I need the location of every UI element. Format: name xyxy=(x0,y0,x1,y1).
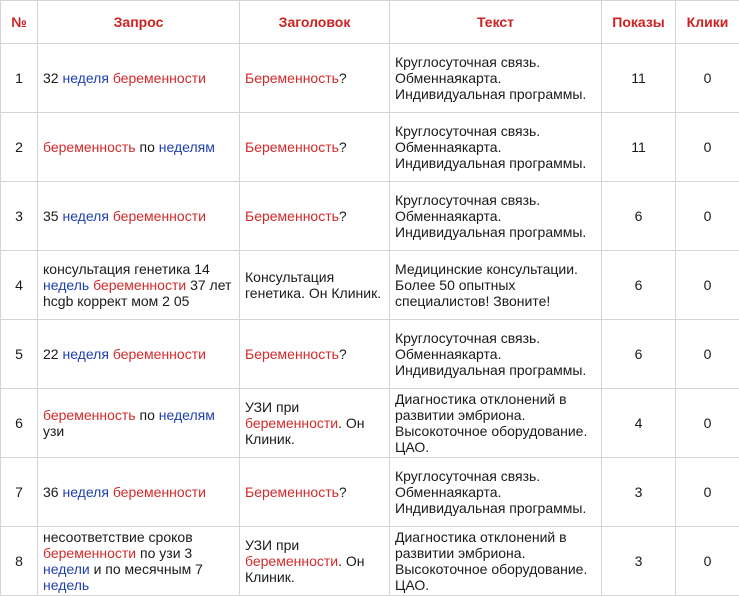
clicks-cell: 0 xyxy=(676,389,739,458)
title-cell-segment: беременности xyxy=(245,553,338,569)
query-cell-segment: беременности xyxy=(113,346,206,362)
text-cell: Диагностика отклонений в развитии эмбриона. Высокоточное оборудование. ЦАО. xyxy=(390,527,602,596)
row-number: 7 xyxy=(1,458,38,527)
shows-cell: 6 xyxy=(602,182,676,251)
title-cell-segment: УЗИ при xyxy=(245,537,299,553)
title-cell xyxy=(240,389,390,458)
title-cell-segment: Консультация генетика. Он Клиник. xyxy=(245,269,381,301)
title-cell-segment: ? xyxy=(339,484,347,500)
table-row xyxy=(1,44,739,113)
query-cell-segment: неделя xyxy=(62,70,108,86)
query-cell-segment: беременности xyxy=(43,545,136,561)
clicks-cell: 0 xyxy=(676,44,739,113)
query-cell-segment: по узи 3 xyxy=(136,545,192,561)
query-cell-segment: беременность xyxy=(43,139,136,155)
query-cell-segment: беременности xyxy=(113,484,206,500)
text-cell: Диагностика отклонений в развитии эмбриона. Высокоточное оборудование. ЦАО. xyxy=(390,389,602,458)
title-cell xyxy=(240,527,390,596)
query-cell-segment: недель xyxy=(43,277,89,293)
query-cell xyxy=(38,389,240,458)
text-cell: Круглосуточная связь. Обменнаякарта. Индивидуальная программы. xyxy=(390,320,602,389)
row-number: 4 xyxy=(1,251,38,320)
header-query: Запрос xyxy=(38,1,240,44)
query-cell xyxy=(38,44,240,113)
shows-cell: 3 xyxy=(602,527,676,596)
row-number: 3 xyxy=(1,182,38,251)
query-cell-segment: консультация генетика 14 xyxy=(43,261,210,277)
query-cell-segment: по xyxy=(136,407,159,423)
table-row xyxy=(1,251,739,320)
table-row xyxy=(1,182,739,251)
query-cell xyxy=(38,527,240,596)
query-cell xyxy=(38,113,240,182)
title-cell-segment: Беременность xyxy=(245,139,339,155)
query-cell-segment: 35 xyxy=(43,208,62,224)
row-number: 5 xyxy=(1,320,38,389)
title-cell xyxy=(240,320,390,389)
shows-cell: 11 xyxy=(602,113,676,182)
clicks-cell: 0 xyxy=(676,527,739,596)
table-row xyxy=(1,389,739,458)
title-cell-segment: беременности xyxy=(245,415,338,431)
query-cell-segment: беременность xyxy=(43,407,136,423)
query-cell-segment: неделя xyxy=(62,484,108,500)
title-cell xyxy=(240,182,390,251)
query-cell-segment: 36 xyxy=(43,484,62,500)
header-text: Текст xyxy=(390,1,602,44)
text-cell: Круглосуточная связь. Обменнаякарта. Индивидуальная программы. xyxy=(390,113,602,182)
title-cell xyxy=(240,458,390,527)
row-number: 6 xyxy=(1,389,38,458)
query-cell-segment: несоответствие сроков xyxy=(43,529,193,545)
shows-cell: 6 xyxy=(602,320,676,389)
header-clicks: Клики xyxy=(676,1,739,44)
query-cell-segment: 22 xyxy=(43,346,62,362)
query-cell-segment: неделя xyxy=(62,208,108,224)
shows-cell: 3 xyxy=(602,458,676,527)
query-cell-segment: недель xyxy=(43,577,89,593)
title-cell xyxy=(240,113,390,182)
header-title: Заголовок xyxy=(240,1,390,44)
title-cell-segment: ? xyxy=(339,208,347,224)
query-cell xyxy=(38,251,240,320)
clicks-cell: 0 xyxy=(676,113,739,182)
table-row xyxy=(1,458,739,527)
text-cell: Медицинские консультации. Более 50 опытных специалистов! Звоните! xyxy=(390,251,602,320)
clicks-cell: 0 xyxy=(676,251,739,320)
header-num: № xyxy=(1,1,38,44)
clicks-cell: 0 xyxy=(676,182,739,251)
text-cell: Круглосуточная связь. Обменнаякарта. Индивидуальная программы. xyxy=(390,44,602,113)
title-cell-segment: УЗИ при xyxy=(245,399,299,415)
title-cell-segment: . Он Клиник. xyxy=(245,415,365,447)
query-cell-segment: 37 лет hcgb коррект мом 2 05 xyxy=(43,277,231,309)
shows-cell: 4 xyxy=(602,389,676,458)
query-cell-segment: неделя xyxy=(62,346,108,362)
query-cell xyxy=(38,320,240,389)
title-cell-segment: Беременность xyxy=(245,70,339,86)
query-cell-segment: неделям xyxy=(159,407,215,423)
query-cell-segment: недели xyxy=(43,561,90,577)
query-cell-segment: беременности xyxy=(93,277,186,293)
title-cell xyxy=(240,44,390,113)
query-cell xyxy=(38,182,240,251)
clicks-cell: 0 xyxy=(676,458,739,527)
query-cell-segment: неделям xyxy=(159,139,215,155)
query-cell-segment: узи xyxy=(43,423,64,439)
query-cell-segment: и по месячным 7 xyxy=(90,561,203,577)
title-cell-segment: ? xyxy=(339,139,347,155)
shows-cell: 6 xyxy=(602,251,676,320)
title-cell-segment: . Он Клиник. xyxy=(245,553,365,585)
title-cell-segment: Беременность xyxy=(245,208,339,224)
clicks-cell: 0 xyxy=(676,320,739,389)
query-cell-segment: 32 xyxy=(43,70,62,86)
title-cell xyxy=(240,251,390,320)
text-cell: Круглосуточная связь. Обменнаякарта. Индивидуальная программы. xyxy=(390,182,602,251)
title-cell-segment: ? xyxy=(339,346,347,362)
row-number: 2 xyxy=(1,113,38,182)
table-row xyxy=(1,320,739,389)
text-cell: Круглосуточная связь. Обменнаякарта. Индивидуальная программы. xyxy=(390,458,602,527)
table-row xyxy=(1,527,739,596)
query-cell-segment: беременности xyxy=(113,208,206,224)
header-row xyxy=(1,1,739,44)
query-cell-segment: по xyxy=(136,139,159,155)
query-cell xyxy=(38,458,240,527)
row-number: 1 xyxy=(1,44,38,113)
row-number: 8 xyxy=(1,527,38,596)
query-cell-segment: беременности xyxy=(113,70,206,86)
title-cell-segment: Беременность xyxy=(245,346,339,362)
title-cell-segment: Беременность xyxy=(245,484,339,500)
table-row xyxy=(1,113,739,182)
shows-cell: 11 xyxy=(602,44,676,113)
title-cell-segment: ? xyxy=(339,70,347,86)
header-shows: Показы xyxy=(602,1,676,44)
